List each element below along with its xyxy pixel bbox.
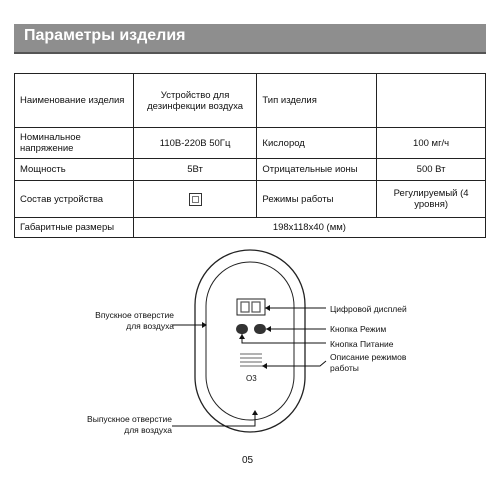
section-title: Параметры изделия xyxy=(24,27,186,44)
device-marking: O3 xyxy=(246,374,257,383)
table-cell: Устройство для дезинфекции воздуха xyxy=(133,74,257,128)
table-cell: Наименование изделия xyxy=(15,74,134,128)
table-cell: 100 мг/ч xyxy=(377,128,486,159)
air-inlet-label: Впускное отверстие для воздуха xyxy=(95,310,174,331)
table-cell: 500 Вт xyxy=(377,159,486,181)
table-cell: 5Вт xyxy=(133,159,257,181)
power-button-label: Кнопка Питание xyxy=(330,339,394,349)
mode-button xyxy=(254,324,266,334)
mode-description-label: Описание режимов работы xyxy=(330,352,407,373)
device-inner-shell xyxy=(206,262,294,420)
table-cell: Мощность xyxy=(15,159,134,181)
mode-button-label: Кнопка Режим xyxy=(330,324,387,334)
digital-display-label: Цифровой дисплей xyxy=(330,304,407,314)
table-cell: Номинальное напряжение xyxy=(15,128,134,159)
power-button xyxy=(236,324,248,334)
table-cell: Габаритные размеры xyxy=(15,218,134,238)
table-cell: Кислород xyxy=(257,128,377,159)
table-cell: Отрицательные ионы xyxy=(257,159,377,181)
page-number: 05 xyxy=(242,455,254,466)
table-cell: Режимы работы xyxy=(257,181,377,218)
table-cell: Регулируемый (4 уровня) xyxy=(377,181,486,218)
table-cell: 198x118x40 (мм) xyxy=(133,218,485,238)
table-cell: Тип изделия xyxy=(257,74,377,128)
air-outlet-label: Выпускное отверстие для воздуха xyxy=(87,414,172,435)
table-cell: Состав устройства xyxy=(15,181,134,218)
table-cell: 110В-220В 50Гц xyxy=(133,128,257,159)
